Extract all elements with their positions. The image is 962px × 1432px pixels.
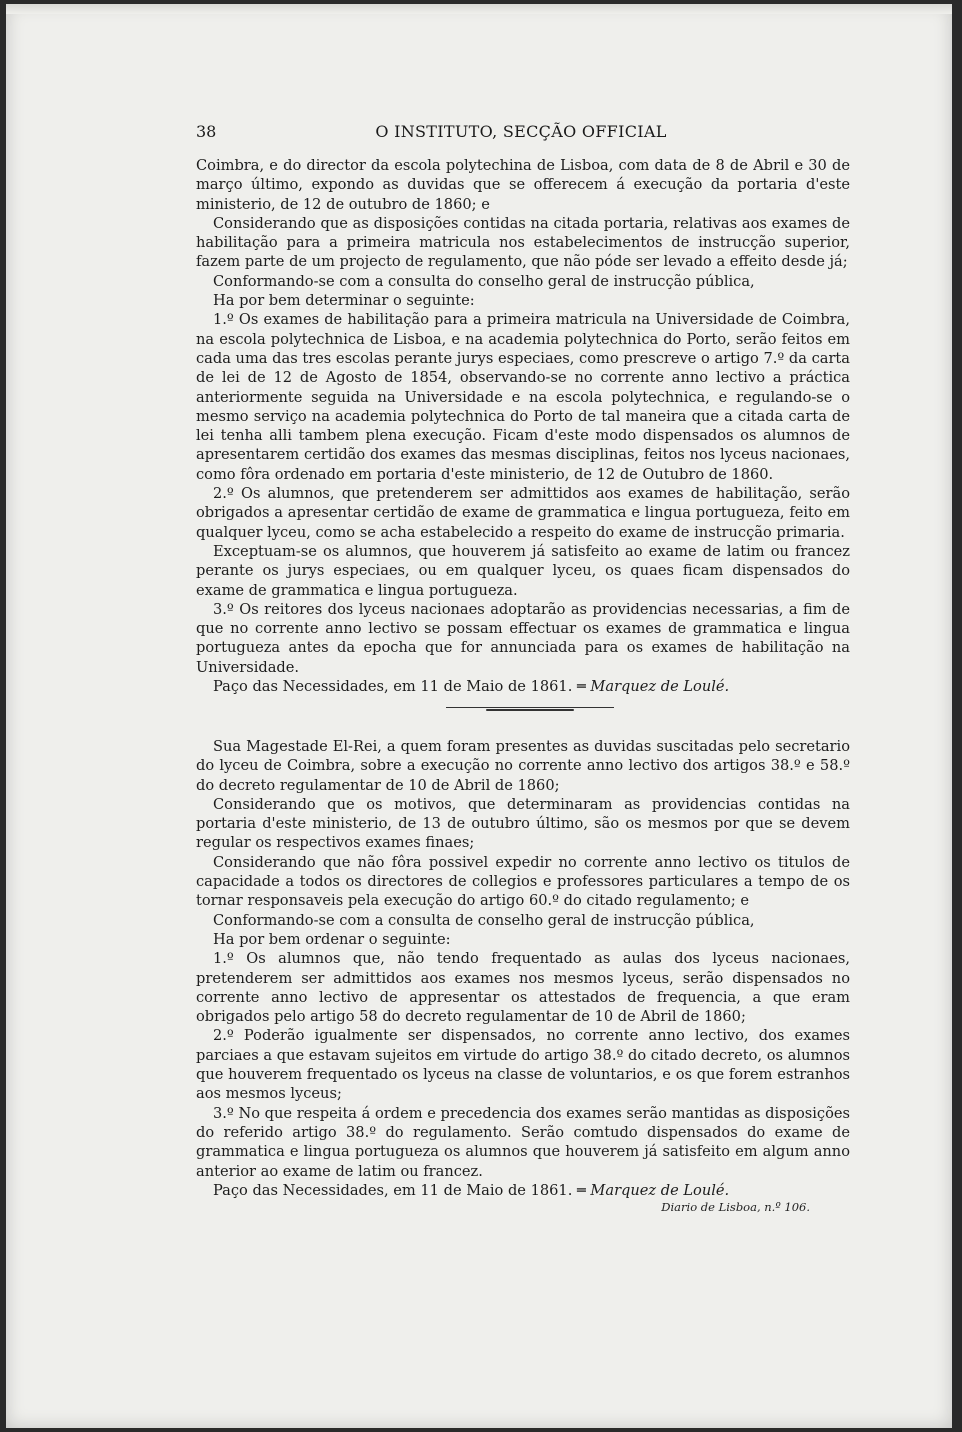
decree-1-closing-place: Paço das Necessidades, em 11 de Maio de 1861. ═ bbox=[213, 678, 591, 696]
decree-1-closing bbox=[196, 677, 850, 696]
decree-2 bbox=[196, 737, 850, 1200]
decree-1-paragraph: Considerando que as disposições contidas na citada portaria, relativas aos exames de habilitação para a primeira matricula nos estabelecimentos de instrucção superior, fazem parte de um projecto de regulamento, que não póde ser levado a effeito desde já; bbox=[196, 214, 850, 271]
section-divider bbox=[446, 706, 614, 712]
decree-2-article-1: 1.º Os alumnos que, não tendo frequentado as aulas dos lyceus nacionaes, pretenderem ser admittidos aos exames nos mesmos lyceus, serão dispensados no corrente anno lectivo de appresentar os attestados de frequencia, a que eram obrigados pelo artigo 58 do decreto regulamentar de 10 de Abril de 1860; bbox=[196, 950, 850, 1026]
decree-2-article-3: 3.º No que respeita á ordem e precedencia dos exames serão mantidas as disposições do referido artigo 38.º do regulamento. Serão comtudo dispensados do exame de grammatica e lingua portugueza os alumnos que houverem já satisfeito em algum anno anterior ao exame de latim ou francez. bbox=[196, 1104, 850, 1180]
divider-line bbox=[446, 707, 614, 708]
decree-1-paragraph: Ha por bem determinar o seguinte: bbox=[213, 292, 475, 310]
decree-2-paragraph: Conformando-se com a consulta de conselho geral de instrucção pública, bbox=[213, 911, 755, 929]
decree-2-paragraph: Ha por bem ordenar o seguinte: bbox=[213, 930, 451, 948]
page-number: 38 bbox=[196, 122, 217, 141]
decree-2-paragraph: Considerando que os motivos, que determinaram as providencias contidas na portaria d'este ministerio, de 13 de outubro último, são os mesmos por que se devem regular os respectivos exames finaes; bbox=[196, 795, 850, 852]
decree-2-closing-place: Paço das Necessidades, em 11 de Maio de 1861. ═ bbox=[213, 1181, 591, 1199]
decree-1-paragraph: Conformando-se com a consulta do conselho geral de instrucção pública, bbox=[213, 272, 755, 290]
decree-1-paragraph: Coimbra, e do director da escola polytechina de Lisboa, com data de 8 de Abril e 30 de março último, expondo as duvidas que se offerecem á execução da portaria d'este ministerio, de 12 de outubro de 1860; e bbox=[196, 157, 850, 213]
decree-1-article-1: 1.º Os exames de habilitação para a primeira matricula na Universidade de Coimbra, na escola polytechnica de Lisboa, e na academia polytechnica do Porto, serão feitos em cada uma das tres escolas perante jurys especiaes, como prescreve o artigo 7.º da carta de lei de 12 de Agosto de 1854, observando-se no corrente anno lectivo a práctica anteriormente seguida na Universidade e na escola polytechnica, e regulando-se o mesmo serviço na academia polytechnica do Porto de tal maneira que a citada carta de lei tenha alli tambem plena execução. Ficam d'este modo dispensados os alumnos de apresentarem certidão dos exames das mesmas disciplinas, feitos nos lyceus nacionaes, como fôra ordenado em portaria d'este ministerio, de 12 de Outubro de 1860. bbox=[196, 311, 850, 483]
decree-2-closing bbox=[196, 1181, 850, 1200]
decree-2-paragraph: Considerando que não fôra possivel expedir no corrente anno lectivo os titulos de capacidade a todos os directores de collegios e professores particulares a tempo de os tornar responsaveis pela execução do artigo 60.º do citado regulamento; e bbox=[196, 853, 850, 910]
running-title: O INSTITUTO, SECÇÃO OFFICIAL bbox=[375, 122, 667, 141]
decree-2-article-2: 2.º Poderão igualmente ser dispensados, no corrente anno lectivo, dos exames parciaes a que estavam sujeitos em virtude do artigo 38.º do citado decreto, os alumnos que houverem frequentado os lyceus na classe de voluntarios, e os que forem estranhos aos mesmos lyceus; bbox=[196, 1027, 850, 1103]
decree-1 bbox=[196, 156, 850, 696]
decree-2-paragraph: Sua Magestade El-Rei, a quem foram presentes as duvidas suscitadas pelo secretario do lyceu de Coimbra, sobre a execução no corrente anno lectivo dos artigos 38.º e 58.º do decreto regulamentar de 10 de Abril de 1860; bbox=[196, 738, 850, 794]
running-header bbox=[196, 120, 846, 144]
decree-1-article-3: 3.º Os reitores dos lyceus nacionaes adoptarão as providencias necessarias, a fim de que no corrente anno lectivo se possam effectuar os exames de grammatica e lingua portugueza antes da epocha que for annunciada para os exames de habilitação na Universidade. bbox=[196, 600, 850, 676]
page-top-edge bbox=[6, 4, 952, 14]
decree-2-signature: Marquez de Loulé. bbox=[590, 1181, 730, 1199]
decree-1-signature: Marquez de Loulé. bbox=[590, 678, 730, 696]
source-citation: Diario de Lisboa, n.º 106. bbox=[661, 1200, 810, 1214]
decree-1-article-2: 2.º Os alumnos, que pretenderem ser admittidos aos exames de habilitação, serão obrigados a apresentar certidão de exame de grammatica e lingua portugueza, feito em qualquer lyceu, como se acha estabelecido a respeito do exame de instrucção primaria. bbox=[196, 485, 850, 541]
page-sheet bbox=[6, 4, 952, 1428]
decree-1-paragraph: Exceptuam-se os alumnos, que houverem já satisfeito ao exame de latim ou francez perante os jurys especiaes, ou em qualquer lyceu, os quaes ficam dispensados do exame de grammatica e lingua portugueza. bbox=[196, 542, 850, 599]
divider-swell bbox=[486, 709, 574, 711]
